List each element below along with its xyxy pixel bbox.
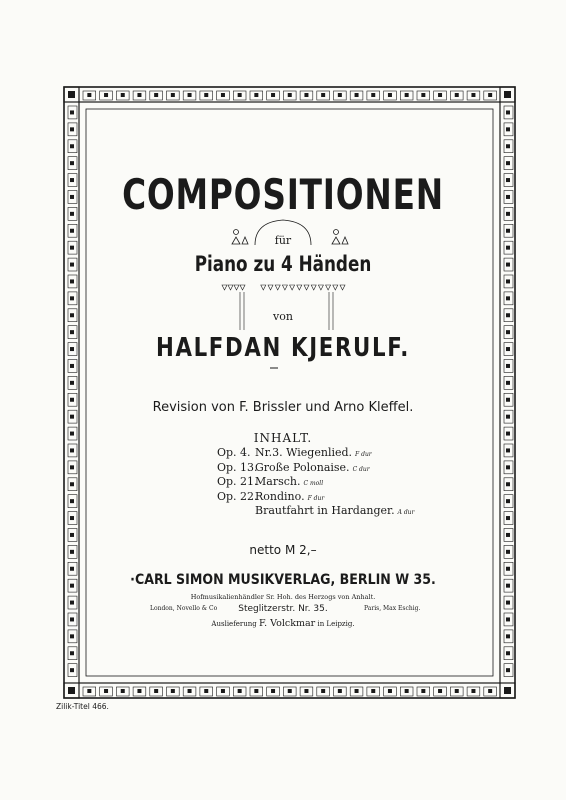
border-dot-right xyxy=(506,499,510,503)
composer-name: HALFDAN KJERULF. xyxy=(155,333,411,363)
triangle-fringe xyxy=(234,285,239,290)
border-dot-top xyxy=(171,93,175,97)
border-dot-left xyxy=(70,567,74,571)
border-dot-bottom xyxy=(471,689,475,693)
opus-number: Op. 13. xyxy=(217,460,258,474)
piece-title: Rondino. xyxy=(255,489,305,503)
border-dot-top xyxy=(355,93,359,97)
border-dot-right xyxy=(506,634,510,638)
border-dot-bottom xyxy=(288,689,292,693)
border-dot-top xyxy=(254,93,258,97)
border-dot-left xyxy=(70,415,74,419)
corner-square xyxy=(504,91,511,98)
by-label: von xyxy=(273,310,293,323)
triangle-fringe xyxy=(290,285,295,290)
border-dot-right xyxy=(506,127,510,131)
border-dot-top xyxy=(238,93,242,97)
contents-item xyxy=(217,475,414,490)
paris-agent: Paris, Max Eschig. xyxy=(364,605,421,612)
border-dot-right xyxy=(506,212,510,216)
opus-number: Op. 4. xyxy=(217,446,251,459)
delivery-note xyxy=(0,618,566,629)
border-dot-left xyxy=(70,296,74,300)
border-dot-top xyxy=(405,93,409,97)
border-dot-bottom xyxy=(405,689,409,693)
border-dot-right xyxy=(506,178,510,182)
contents-list xyxy=(217,446,414,519)
triangle-fringe xyxy=(340,285,345,290)
border-dot-bottom xyxy=(488,689,492,693)
triangle-fringe xyxy=(318,285,323,290)
border-dot-bottom xyxy=(104,689,108,693)
catalog-number: Zilik-Titel 466. xyxy=(56,702,109,711)
border-dot-bottom xyxy=(238,689,242,693)
triangle-fringe xyxy=(326,285,331,290)
border-dot-left xyxy=(70,110,74,114)
border-dot-left xyxy=(70,127,74,131)
triangle-fringe xyxy=(282,285,287,290)
border-dot-left xyxy=(70,465,74,469)
london-agent: London, Novello & Co xyxy=(150,605,218,612)
border-dot-left xyxy=(70,229,74,233)
border-dot-left xyxy=(70,144,74,148)
border-dot-bottom xyxy=(137,689,141,693)
border-dot-left xyxy=(70,533,74,537)
border-dot-right xyxy=(506,144,510,148)
border-dot-right xyxy=(506,279,510,283)
triangle-fringe xyxy=(261,285,266,290)
border-dot-right xyxy=(506,448,510,452)
border-dot-bottom xyxy=(438,689,442,693)
border-dot-top xyxy=(288,93,292,97)
border-dot-bottom xyxy=(87,689,91,693)
piece-key: C dur xyxy=(352,465,370,473)
triangle-fringe xyxy=(268,285,273,290)
piece-key: A dur xyxy=(397,509,415,516)
border-dot-bottom xyxy=(171,689,175,693)
delivery-name: F. Volckmar xyxy=(259,618,316,629)
revision-credit: Revision von F. Brissler und Arno Kleffel. xyxy=(152,400,414,415)
page-title: COMPOSITIONEN xyxy=(122,170,444,219)
border-dot-top xyxy=(488,93,492,97)
border-dot-top xyxy=(471,93,475,97)
price: netto M 2,– xyxy=(249,543,317,557)
border-dot-bottom xyxy=(271,689,275,693)
border-dot-top xyxy=(121,93,125,97)
corner-square xyxy=(68,687,75,694)
border-dot-right xyxy=(506,668,510,672)
border-dot-right xyxy=(506,482,510,486)
contents-item xyxy=(217,461,414,476)
border-dot-top xyxy=(371,93,375,97)
opus-number: Op. 22. xyxy=(217,489,258,503)
border-dot-right xyxy=(506,110,510,114)
border-dot-bottom xyxy=(371,689,375,693)
border-dot-bottom xyxy=(221,689,225,693)
border-dot-bottom xyxy=(455,689,459,693)
publisher-address: Steglitzerstr. Nr. 35. xyxy=(238,604,328,614)
border-dot-left xyxy=(70,499,74,503)
border-dot-top xyxy=(87,93,91,97)
border-dot-right xyxy=(506,415,510,419)
border-dot-bottom xyxy=(188,689,192,693)
triangle-fringe xyxy=(297,285,302,290)
triangle-fringe xyxy=(311,285,316,290)
piece-title: Große Polonaise. xyxy=(255,460,350,474)
border-dot-right xyxy=(506,651,510,655)
border-dot-top xyxy=(321,93,325,97)
for-label: für xyxy=(274,234,292,247)
opus-number: Op. 21. xyxy=(217,475,258,488)
border-dot-left xyxy=(70,668,74,672)
instrumentation-subtitle: Piano zu 4 Händen xyxy=(194,252,372,276)
border-dot-top xyxy=(104,93,108,97)
border-dot-right xyxy=(506,381,510,385)
border-dot-top xyxy=(421,93,425,97)
border-dot-left xyxy=(70,161,74,165)
border-dot-right xyxy=(506,296,510,300)
triangle-fringe xyxy=(228,285,233,290)
border-dot-left xyxy=(70,364,74,368)
border-dot-top xyxy=(388,93,392,97)
border-dot-top xyxy=(137,93,141,97)
border-dot-left xyxy=(70,482,74,486)
piece-key: F dur xyxy=(307,494,325,502)
border-dot-left xyxy=(70,634,74,638)
border-dot-top xyxy=(271,93,275,97)
contents-item xyxy=(217,504,414,519)
publisher-court-title: Hofmusikalienhändler Sr. Hoh. des Herzogs von Anhalt. xyxy=(190,593,376,601)
border-dot-bottom xyxy=(421,689,425,693)
border-dot-right xyxy=(506,364,510,368)
border-dot-right xyxy=(506,195,510,199)
triangle-fringe xyxy=(275,285,280,290)
corner-square xyxy=(68,91,75,98)
piece-key: F dur xyxy=(355,451,372,458)
border-dot-top xyxy=(304,93,308,97)
border-dot-bottom xyxy=(121,689,125,693)
border-dot-right xyxy=(506,161,510,165)
border-dot-bottom xyxy=(204,689,208,693)
piece-key: C moll xyxy=(303,480,324,487)
border-dot-left xyxy=(70,279,74,283)
border-dot-left xyxy=(70,448,74,452)
border-dot-right xyxy=(506,465,510,469)
border-dot-left xyxy=(70,516,74,520)
border-dot-top xyxy=(438,93,442,97)
border-dot-top xyxy=(221,93,225,97)
border-dot-bottom xyxy=(355,689,359,693)
piece-title: Brautfahrt in Hardanger. xyxy=(255,504,395,517)
border-dot-bottom xyxy=(254,689,258,693)
triangle-fringe xyxy=(304,285,309,290)
border-dot-top xyxy=(154,93,158,97)
contents-item xyxy=(217,490,414,505)
border-dot-bottom xyxy=(304,689,308,693)
publisher-name: ·CARL SIMON MUSIKVERLAG, BERLIN W 35. xyxy=(130,572,436,588)
border-dot-top xyxy=(204,93,208,97)
piece-title: Marsch. xyxy=(255,475,301,488)
contents-item xyxy=(217,446,414,461)
border-dot-right xyxy=(506,567,510,571)
border-dot-bottom xyxy=(338,689,342,693)
border-dot-right xyxy=(506,516,510,520)
border-dot-right xyxy=(506,533,510,537)
piece-title: Nr.3. Wiegenlied. xyxy=(255,446,353,459)
contents-heading: INHALT. xyxy=(253,431,313,445)
delivery-suffix: in Leipzig. xyxy=(317,620,355,628)
triangle-fringe xyxy=(222,285,227,290)
triangle-fringe xyxy=(333,285,338,290)
border-dot-right xyxy=(506,229,510,233)
border-dot-top xyxy=(338,93,342,97)
border-dot-bottom xyxy=(321,689,325,693)
corner-square xyxy=(504,687,511,694)
border-dot-left xyxy=(70,651,74,655)
border-dot-left xyxy=(70,381,74,385)
border-dot-top xyxy=(455,93,459,97)
delivery-prefix: Auslieferung xyxy=(211,620,257,628)
triangle-fringe xyxy=(240,285,245,290)
border-dot-top xyxy=(188,93,192,97)
border-dot-bottom xyxy=(154,689,158,693)
border-dot-bottom xyxy=(388,689,392,693)
